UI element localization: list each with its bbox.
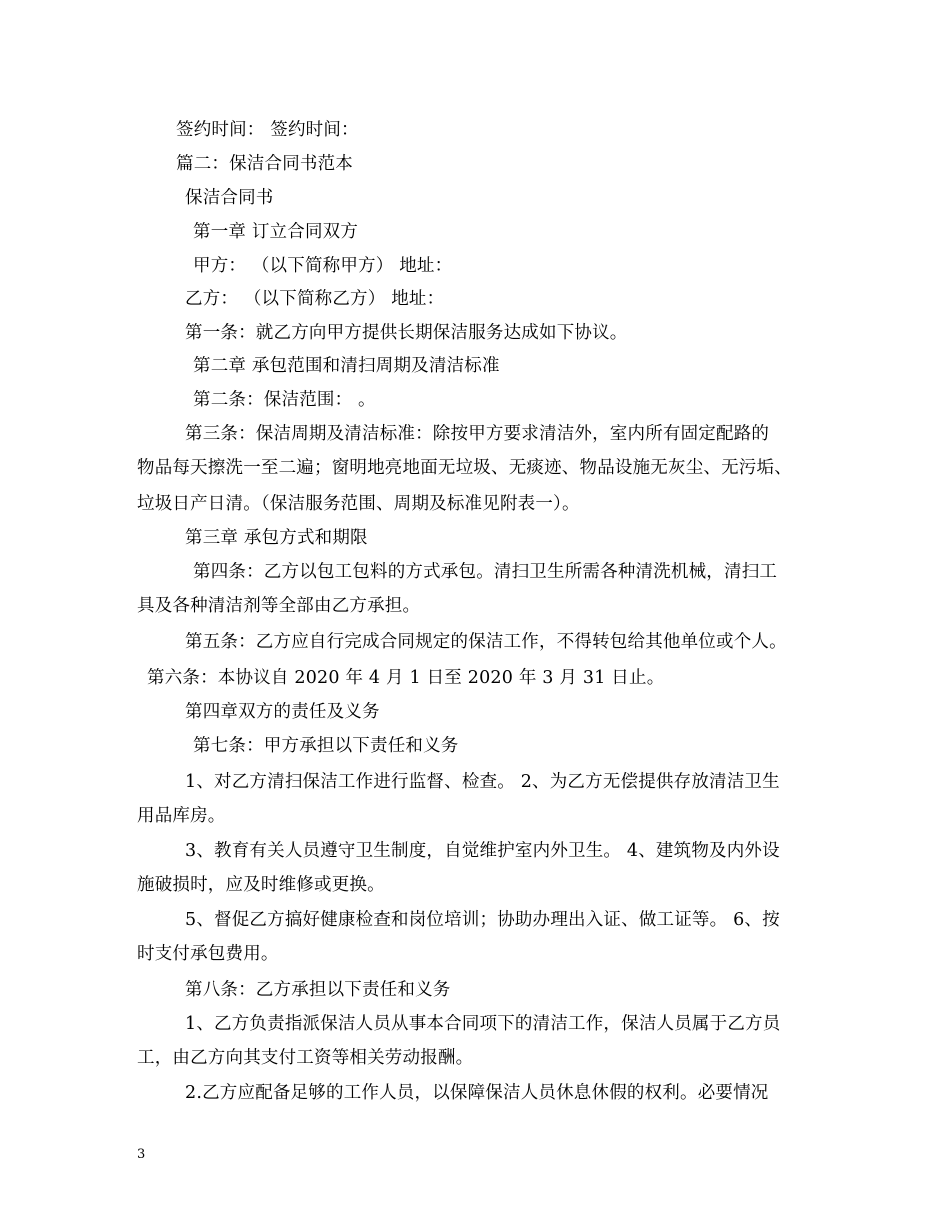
text-line-party-a-duty-5: 5、督促乙方搞好健康检查和岗位培训；协助办理出入证、做工证等。 6、按 [185,910,780,930]
text-line-chapter-three: 第三章 承包方式和期限 [185,528,368,548]
text-line-party-a-duty-3-cont: 施破损时，应及时维修或更换。 [137,875,385,895]
text-line-article-eight: 第八条：乙方承担以下责任和义务 [185,980,451,1000]
text-line-article-three-cont-2: 垃圾日产日清。（保洁服务范围、周期及标准见附表一）。 [137,494,580,514]
text-line-signing-time: 签约时间： 签约时间： [176,120,359,140]
text-line-section-two-title: 篇二：保洁合同书范本 [176,154,353,174]
text-line-article-five: 第五条：乙方应自行完成合同规定的保洁工作，不得转包给其他单位或个人。 [185,632,787,652]
text-line-article-three-cont-1: 物品每天擦洗一至二遍；窗明地亮地面无垃圾、无痰迹、物品设施无灰尘、无污垢、 [137,458,792,478]
text-line-article-one: 第一条：就乙方向甲方提供长期保洁服务达成如下协议。 [185,323,628,343]
text-line-chapter-two: 第二章 承包范围和清扫周期及清洁标准 [193,356,500,376]
text-line-article-two: 第二条：保洁范围： 。 [193,390,376,410]
text-line-article-seven: 第七条：甲方承担以下责任和义务 [193,736,459,756]
text-line-party-a-duty-5-cont: 时支付承包费用。 [137,944,279,964]
text-line-article-six: 第六条：本协议自 2020 年 4 月 1 日至 2020 年 3 月 31 日止。 [147,668,665,688]
page-number: 3 [137,1147,146,1162]
text-line-article-four-cont: 具及各种清洁剂等全部由乙方承担。 [137,596,421,616]
text-line-chapter-four: 第四章双方的责任及义务 [185,702,380,722]
text-line-article-four: 第四条：乙方以包工包料的方式承包。清扫卫生所需各种清洗机械，清扫工 [193,562,778,582]
text-line-party-a-duty-1-cont: 用品库房。 [137,806,226,826]
text-line-party-b-duty-1-cont: 工，由乙方向其支付工资等相关劳动报酬。 [137,1048,474,1068]
text-line-party-b: 乙方： （以下简称乙方） 地址： [185,289,445,309]
text-line-article-three: 第三条：保洁周期及清洁标准：除按甲方要求清洁外，室内所有固定配路的 [185,424,770,444]
text-line-contract-title: 保洁合同书 [185,188,274,208]
text-line-party-a-duty-1: 1、对乙方清扫保洁工作进行监督、检查。 2、为乙方无偿提供存放清洁卫生 [185,772,780,792]
text-line-party-b-duty-1: 1、乙方负责指派保洁人员从事本合同项下的清洁工作，保洁人员属于乙方员 [185,1014,781,1034]
text-line-party-b-duty-2: 2.乙方应配备足够的工作人员，以保障保洁人员休息休假的权利。必要情况 [185,1083,769,1103]
text-line-party-a: 甲方： （以下简称甲方） 地址： [193,256,453,276]
text-line-party-a-duty-3: 3、教育有关人员遵守卫生制度，自觉维护室内外卫生。 4、建筑物及内外设 [185,841,780,861]
text-line-chapter-one: 第一章 订立合同双方 [193,222,359,242]
